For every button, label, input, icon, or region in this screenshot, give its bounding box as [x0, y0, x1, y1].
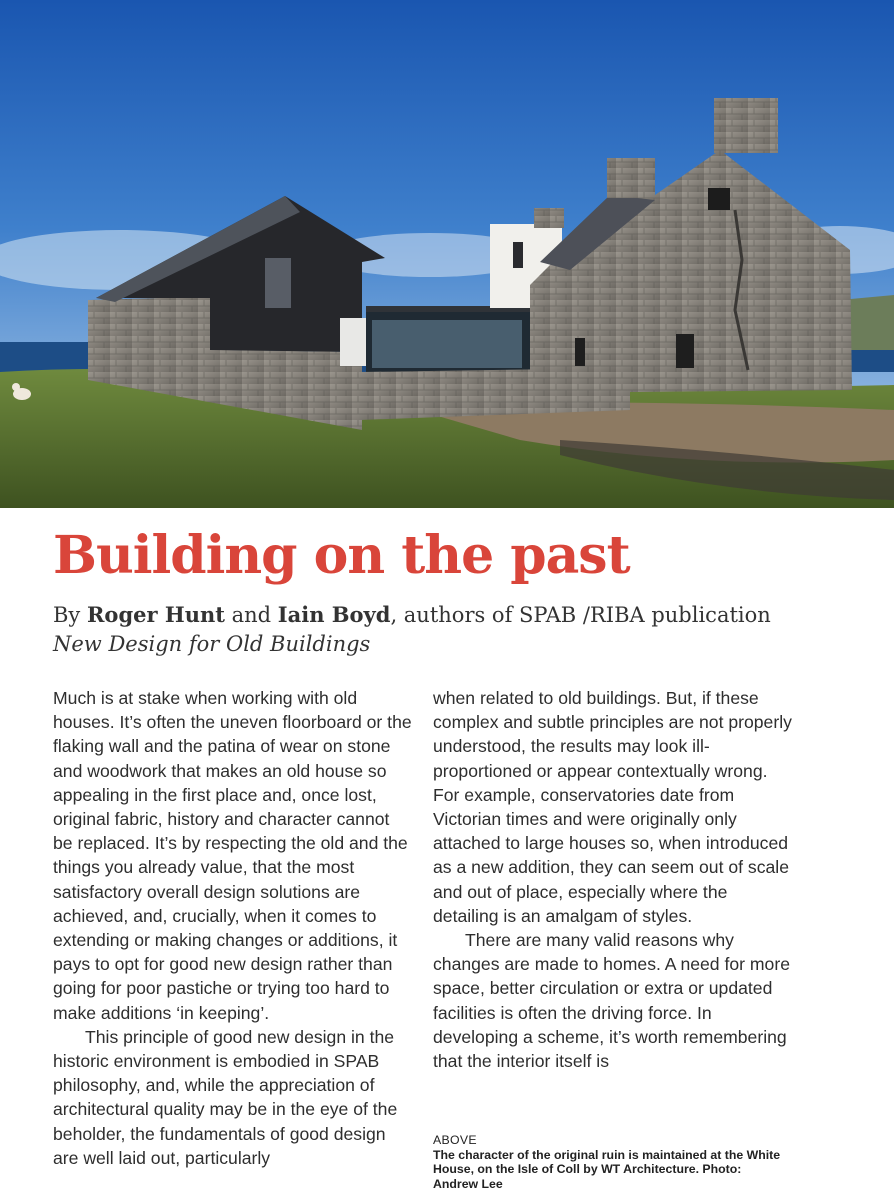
byline-prefix: By	[53, 603, 87, 627]
caption-text: The character of the original ruin is maintained at the White House, on the Isle of Coll by WT Architecture. Photo: Andrew Lee	[433, 1147, 781, 1191]
photo-caption	[433, 1133, 783, 1191]
caption-label: ABOVE	[433, 1133, 477, 1147]
byline-authors	[53, 600, 853, 630]
house-ruin-photo-icon	[0, 0, 894, 508]
paragraph: There are many valid reasons why changes are made to homes. A need for more space, better circulation or extra or updated facilities is often the driving force. In developing a scheme, it’s worth remembering that the interior itself is	[433, 930, 790, 1072]
book-title: New Design for Old Buildings	[53, 632, 371, 656]
byline-suffix: , authors of SPAB /RIBA publication	[390, 603, 771, 627]
article-title: Building on the past	[53, 525, 630, 586]
body-column-2	[433, 686, 793, 1073]
byline	[53, 600, 853, 659]
author-1: Roger Hunt	[86, 602, 225, 627]
paragraph: This principle of good new design in the historic environment is embodied in SPAB philosophy, and, while the appreciation of architectural quality may be in the eye of the beholder, the fundamentals of good design are well laid out, particularly	[53, 1026, 398, 1168]
paragraph: Much is at stake when working with old houses. It’s often the uneven floorboard or the flaking wall and the patina of wear on stone and woodwork that makes an old house so appealing in the first place and, once lost, original fabric, history and character cannot be replaced. It’s by respecting the old and the things you already value, that the most satisfactory overall design solutions are achieved, and, crucially, when it comes to extending or making changes or additions, it pays to opt for good new design rather than going for poor pastiche or trying too hard to make additions ‘in keeping’.	[53, 688, 412, 1023]
author-2: Iain Boyd	[277, 602, 391, 627]
byline-and: and	[224, 603, 278, 627]
body-column-1	[53, 686, 413, 1170]
paragraph: when related to old buildings. But, if these complex and subtle principles are not properly understood, the results may look ill-proportioned or appear contextually wrong. For example, conservatories date from Victorian times and were originally only attached to large houses so, when introduced as a new addition, they can seem out of scale and out of place, especially where the detailing is an amalgam of styles.	[433, 688, 792, 926]
hero-photo	[0, 0, 894, 508]
